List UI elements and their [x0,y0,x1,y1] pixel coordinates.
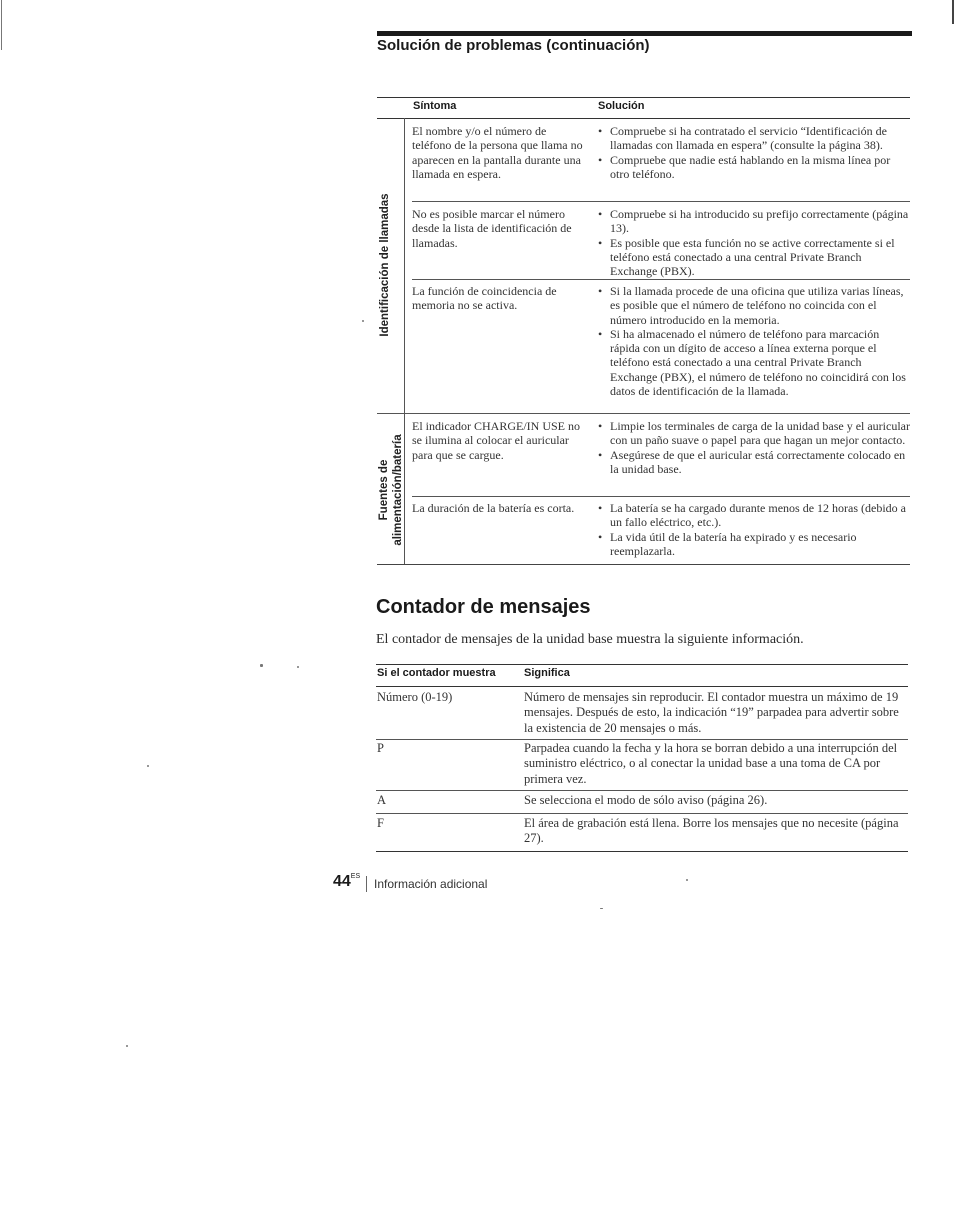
scan-speck [260,664,263,667]
symptom-text: La duración de la batería es corta. [412,501,575,515]
solution-list [598,284,910,398]
group-label-power-line2: alimentación/batería [392,434,404,546]
page-language-suffix: ES [350,872,361,880]
trouble-row [412,284,910,412]
group-label-power [377,425,407,555]
section-heading: Solución de problemas (continuación) [377,37,650,54]
counter-key: F [377,816,384,830]
scan-speck [600,908,603,909]
trouble-row [412,501,910,561]
solution-list [598,419,910,476]
footer-section-name: Información adicional [374,877,488,891]
counter-row-divider [376,790,908,791]
counter-value: Se selecciona el modo de sólo aviso (página 26). [524,793,768,807]
scan-edge-mark-left [1,0,2,50]
solution-list [598,124,910,181]
trouble-table-bottom-rule [377,564,910,565]
group-caller-id-border [404,118,405,413]
scan-speck [126,1045,128,1047]
contador-intro: El contador de mensajes de la unidad base muestra la siguiente información. [376,632,804,647]
counter-key: P [377,741,384,755]
symptom-text: El indicador CHARGE/IN USE no se ilumina al colocar el auricular para que se cargue. [412,419,580,462]
counter-table-bottom-rule [376,851,908,852]
counter-table-header-rule [376,686,908,687]
row-divider [412,201,910,202]
scan-speck [686,879,688,881]
solution-item: • Si ha almacenado el número de teléfono para marcación rápida con un dígito de acceso a línea externa porque el teléfono está conectado a una central Private Branch Exchange (PBX), el número de teléfono no coincidirá con los datos de identificación de la llamada. [598,326,906,399]
trouble-table-header [377,97,910,119]
header-symptom: Síntoma [413,100,457,112]
solution-item: • Asegúrese de que el auricular está correctamente colocado en la unidad base. [598,447,906,476]
solution-item: • Si la llamada procede de una oficina que utiliza varias líneas, es posible que el número de teléfono no coincida con el número introducido en la memoria. [598,284,904,327]
counter-row-divider [376,813,908,814]
counter-header-shows: Si el contador muestra [377,667,496,679]
row-divider [412,496,910,497]
counter-key: Número (0-19) [377,690,453,704]
page-number: $44^{ES}$ [333,872,361,890]
solution-item: • Es posible que esta función no se active correctamente si el teléfono está conectado a una central Private Branch Exchange (PBX). [598,235,895,279]
counter-header-means: Significa [524,667,570,679]
counter-value: Número de mensajes sin reproducir. El contador muestra un máximo de 19 mensajes. Después de esto, la indicación “19” parpadea para advertir sobre la existencia de 20 mensajes o más. [524,690,899,735]
counter-key: A [377,793,387,807]
solution-item: • Limpie los terminales de carga de la unidad base y el auricular con un paño suave o papel para que hagan un mejor contacto. [598,419,910,448]
row-divider [412,279,910,280]
counter-value: El área de grabación está llena. Borre los mensajes que no necesite (página 27). [524,816,899,846]
solution-list [598,207,910,278]
counter-table-top-rule [376,664,908,665]
scan-speck [297,666,299,668]
group-divider [377,413,910,414]
solution-item: • La vida útil de la batería ha expirado y es necesario reemplazarla. [598,529,857,558]
solution-item: • La batería se ha cargado durante menos de 12 horas (debido a un fallo eléctrico, etc.). [598,501,906,530]
solution-item: • Compruebe que nadie está hablando en la misma línea por otro teléfono. [598,152,891,181]
top-heavy-rule [377,31,912,36]
trouble-row [412,207,910,277]
counter-row-divider [376,739,908,740]
trouble-row [412,124,910,200]
solution-item: • Compruebe si ha contratado el servicio “Identificación de llamadas con llamada en espera” (consulte la página 38). [598,124,887,153]
counter-value: Parpadea cuando la fecha y la hora se borran debido a una interrupción del suministro eléctrico, o al conectar la unidad base a una toma de CA por primera vez. [524,741,898,786]
symptom-text: No es posible marcar el número desde la lista de identificación de llamadas. [412,207,572,250]
header-solution: Solución [598,100,645,112]
symptom-text: El nombre y/o el número de teléfono de la persona que llama no aparecen en la pantalla durante una llamada en espera. [412,124,583,181]
symptom-text: La función de coincidencia de memoria no se activa. [412,284,557,313]
footer-divider [366,876,367,892]
solution-item: • Compruebe si ha introducido su prefijo correctamente (página 13). [598,207,909,236]
group-label-caller-id: Identificación de llamadas [379,193,391,337]
contador-title: Contador de mensajes [376,596,591,618]
group-label-power-line1: Fuentes de [378,459,390,521]
scan-speck [147,765,149,767]
trouble-row [412,419,910,495]
solution-list [598,501,910,558]
scan-speck [362,320,364,322]
